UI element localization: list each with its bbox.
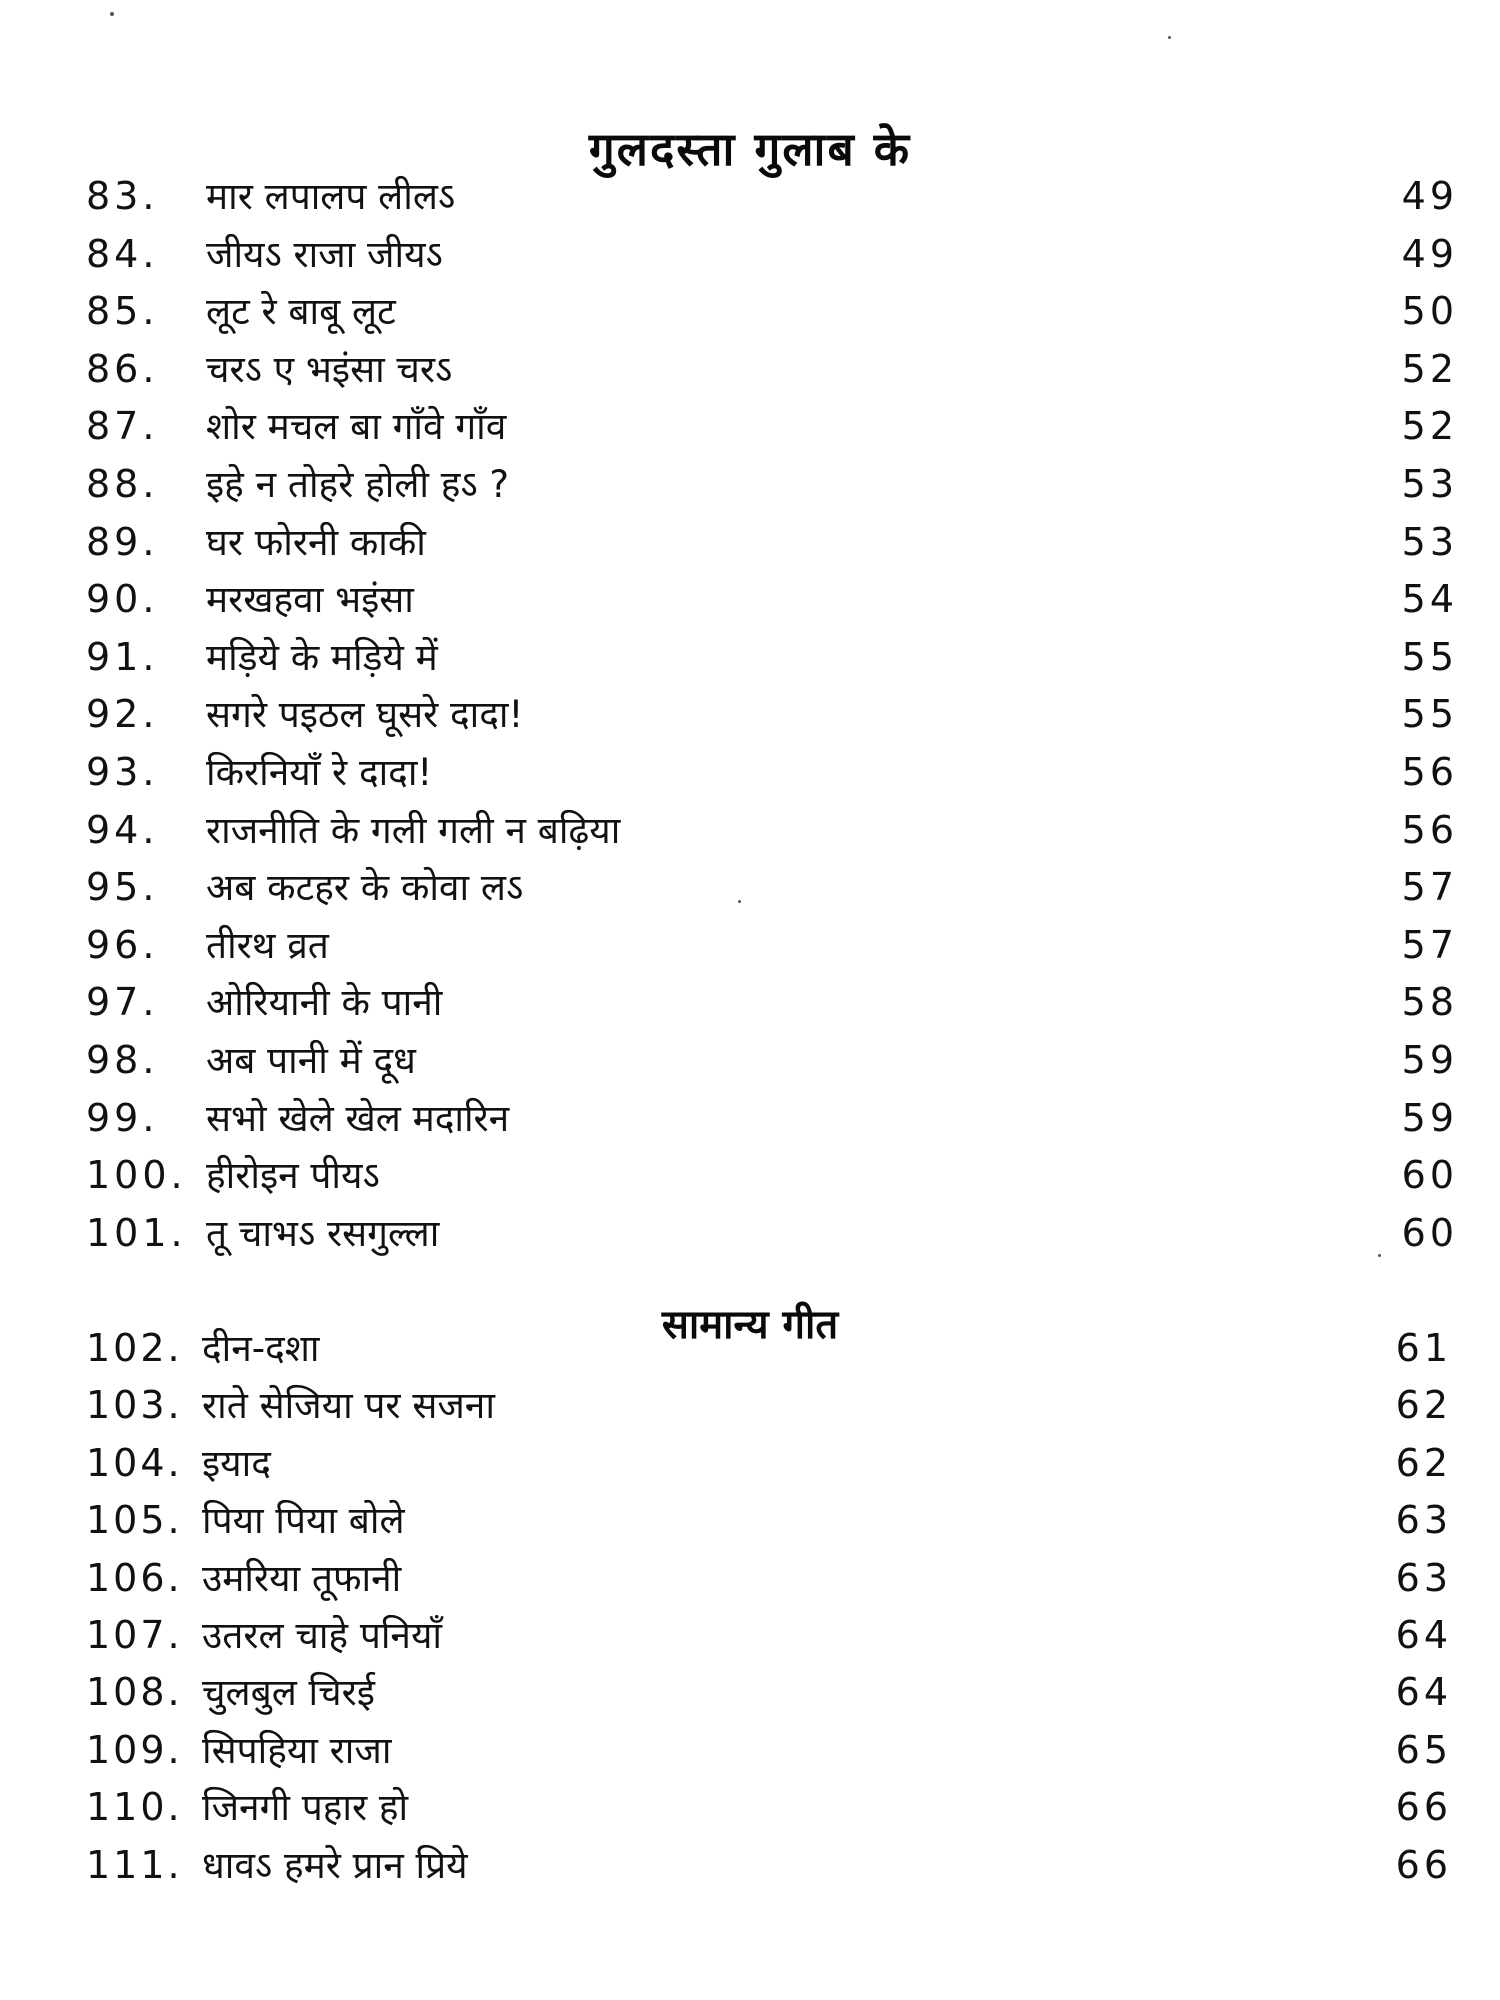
entry-page-number: 55: [1401, 692, 1458, 737]
entry-page-number: 66: [1395, 1785, 1452, 1830]
toc-list-samanya-geet: [0, 1320, 1500, 1894]
entry-number: 93.: [86, 749, 159, 794]
entry-title: सिपहिया राजा: [202, 1728, 392, 1772]
entry-page-number: 53: [1401, 461, 1458, 506]
entry-page-number: 57: [1401, 922, 1458, 967]
entry-page-number: 53: [1401, 519, 1458, 564]
entry-title: शोर मचल बा गाँवे गाँव: [206, 405, 507, 449]
entry-number: 95.: [86, 865, 159, 910]
entry-page-number: 60: [1401, 1153, 1458, 1198]
entry-page-number: 63: [1395, 1498, 1452, 1543]
entry-title: उतरल चाहे पनियाँ: [202, 1613, 443, 1657]
entry-title: हीरोइन पीयऽ: [206, 1154, 380, 1198]
entry-title: इयाद: [202, 1441, 271, 1485]
entry-title: दीन-दशा: [202, 1327, 320, 1370]
toc-entry: [0, 1779, 1500, 1836]
entry-title: अब कटहर के कोवा लऽ: [206, 866, 524, 910]
entry-number: 91.: [86, 634, 159, 679]
entry-page-number: 60: [1401, 1210, 1458, 1255]
entry-number: 102.: [86, 1326, 183, 1370]
toc-entry: [0, 1550, 1500, 1607]
toc-entry: [0, 1664, 1500, 1721]
toc-entry: [0, 398, 1500, 456]
toc-entry: [0, 802, 1500, 860]
entry-title: ओरियानी के पानी: [206, 981, 443, 1025]
entry-title: तू चाभऽ रसगुल्ला: [206, 1211, 440, 1255]
entry-number: 109.: [86, 1727, 183, 1772]
entry-number: 90.: [86, 577, 159, 622]
entry-title: राजनीति के गली गली न बढ़िया: [206, 808, 621, 852]
toc-entry: [0, 283, 1500, 341]
print-speck: [1168, 36, 1171, 39]
entry-number: 97.: [86, 980, 159, 1025]
toc-entry: [0, 859, 1500, 917]
toc-entry: [0, 629, 1500, 687]
entry-title: जीयऽ राजा जीयऽ: [206, 232, 443, 276]
entry-number: 101.: [86, 1210, 187, 1255]
entry-page-number: 49: [1401, 174, 1458, 218]
entry-page-number: 54: [1401, 577, 1458, 622]
entry-number: 106.: [86, 1555, 183, 1600]
toc-entry: [0, 1320, 1500, 1377]
toc-entry: [0, 1435, 1500, 1492]
entry-page-number: 61: [1395, 1326, 1452, 1370]
entry-title: इहे न तोहरे होली हऽ ?: [206, 462, 510, 506]
entry-title: धावऽ हमरे प्रान प्रिये: [202, 1843, 468, 1887]
toc-list-guldasta: [0, 168, 1500, 1262]
entry-title: मरखहवा भइंसा: [206, 578, 414, 622]
entry-number: 110.: [86, 1785, 183, 1830]
entry-title: घर फोरनी काकी: [206, 520, 426, 564]
entry-title: तीरथ व्रत: [206, 923, 329, 967]
entry-number: 86.: [86, 346, 159, 391]
entry-number: 89.: [86, 519, 159, 564]
toc-entry: [0, 168, 1500, 226]
entry-number: 96.: [86, 922, 159, 967]
entry-page-number: 56: [1401, 807, 1458, 852]
entry-title: पिया पिया बोले: [202, 1499, 405, 1543]
entry-number: 111.: [86, 1842, 183, 1887]
entry-number: 105.: [86, 1498, 183, 1543]
entry-page-number: 64: [1395, 1612, 1452, 1657]
entry-title: किरनियाँ रे दादा!: [206, 750, 433, 794]
section-heading-guldasta: गुलदस्ता गुलाब के: [588, 121, 912, 176]
toc-entry: [0, 1492, 1500, 1549]
toc-entry: [0, 686, 1500, 744]
toc-entry: [0, 456, 1500, 514]
entry-page-number: 62: [1395, 1383, 1452, 1428]
entry-page-number: 62: [1395, 1440, 1452, 1485]
entry-page-number: 52: [1401, 346, 1458, 391]
toc-entry: [0, 571, 1500, 629]
entry-number: 103.: [86, 1383, 183, 1428]
entry-title: सभो खेले खेल मदारिन: [206, 1096, 510, 1140]
entry-title: चुलबुल चिरई: [202, 1671, 375, 1715]
entry-number: 98.: [86, 1037, 159, 1082]
toc-entry: [0, 744, 1500, 802]
entry-number: 94.: [86, 807, 159, 852]
entry-number: 99.: [86, 1095, 159, 1140]
toc-entry: [0, 974, 1500, 1032]
entry-page-number: 50: [1401, 289, 1458, 334]
entry-title: मार लपालप लीलऽ: [206, 175, 456, 218]
entry-page-number: 49: [1401, 231, 1458, 276]
entry-title: मड़िये के मड़िये में: [206, 635, 438, 679]
entry-page-number: 57: [1401, 865, 1458, 910]
entry-title: लूट रे बाबू लूट: [206, 290, 396, 334]
entry-title: राते सेजिया पर सजना: [202, 1384, 495, 1428]
entry-page-number: 63: [1395, 1555, 1452, 1600]
entry-page-number: 55: [1401, 634, 1458, 679]
entry-number: 84.: [86, 231, 159, 276]
toc-entry: [0, 514, 1500, 572]
entry-number: 92.: [86, 692, 159, 737]
toc-entry: [0, 1032, 1500, 1090]
entry-page-number: 59: [1401, 1095, 1458, 1140]
toc-entry: [0, 1090, 1500, 1148]
entry-title: सगरे पइठल घूसरे दादा!: [206, 693, 524, 737]
entry-number: 107.: [86, 1612, 183, 1657]
entry-title: चरऽ ए भइंसा चरऽ: [206, 347, 453, 391]
toc-entry: [0, 1147, 1500, 1205]
entry-page-number: 65: [1395, 1727, 1452, 1772]
toc-entry: [0, 917, 1500, 975]
toc-entry: [0, 1607, 1500, 1664]
entry-page-number: 56: [1401, 749, 1458, 794]
entry-page-number: 64: [1395, 1670, 1452, 1715]
section-heading-samanya-geet: सामान्य गीत: [661, 1302, 839, 1349]
entry-number: 100.: [86, 1153, 187, 1198]
entry-title: अब पानी में दूध: [206, 1038, 416, 1082]
entry-number: 108.: [86, 1670, 183, 1715]
toc-entry: [0, 226, 1500, 284]
entry-number: 85.: [86, 289, 159, 334]
toc-entry: [0, 1722, 1500, 1779]
entry-number: 83.: [86, 174, 159, 218]
entry-page-number: 52: [1401, 404, 1458, 449]
entry-number: 87.: [86, 404, 159, 449]
entry-title: उमरिया तूफानी: [202, 1556, 402, 1600]
entry-number: 88.: [86, 461, 159, 506]
entry-number: 104.: [86, 1440, 183, 1485]
toc-entry: [0, 1377, 1500, 1434]
entry-title: जिनगी पहार हो: [202, 1786, 409, 1830]
toc-entry: [0, 341, 1500, 399]
entry-page-number: 59: [1401, 1037, 1458, 1082]
toc-entry: [0, 1837, 1500, 1894]
entry-page-number: 58: [1401, 980, 1458, 1025]
entry-page-number: 66: [1395, 1842, 1452, 1887]
print-speck: [110, 12, 114, 16]
toc-entry: [0, 1205, 1500, 1263]
